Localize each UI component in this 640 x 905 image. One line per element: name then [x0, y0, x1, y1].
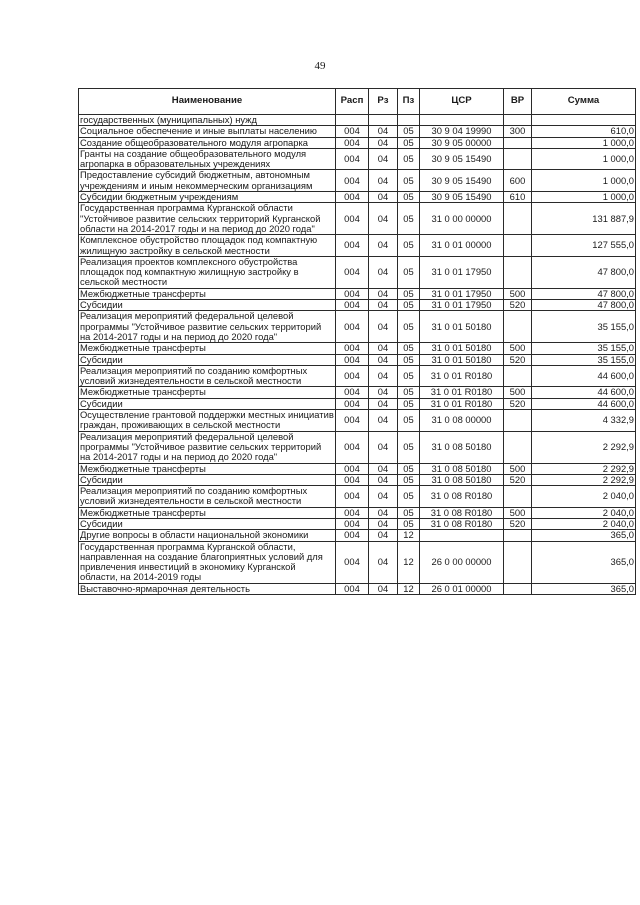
cell-sum: 35 155,0	[532, 343, 636, 354]
cell-vr: 600	[504, 170, 532, 192]
cell-rz: 04	[369, 311, 398, 343]
cell-rasp: 004	[336, 410, 369, 432]
cell-vr	[504, 235, 532, 257]
cell-vr: 520	[504, 300, 532, 311]
cell-rasp: 004	[336, 541, 369, 583]
cell-rasp: 004	[336, 203, 369, 235]
cell-rasp: 004	[336, 387, 369, 398]
cell-sum: 127 555,0	[532, 235, 636, 257]
cell-sum: 2 292,9	[532, 474, 636, 485]
cell-rz: 04	[369, 507, 398, 518]
cell-vr	[504, 486, 532, 508]
table-row	[79, 115, 636, 126]
cell-sum: 610,0	[532, 126, 636, 137]
cell-csr: 30 9 05 15490	[420, 170, 504, 192]
cell-vr	[504, 256, 532, 288]
cell-sum: 47 800,0	[532, 288, 636, 299]
cell-csr: 30 9 05 15490	[420, 192, 504, 203]
cell-vr	[504, 137, 532, 148]
table-row	[79, 541, 636, 583]
cell-rz: 04	[369, 343, 398, 354]
cell-vr: 500	[504, 463, 532, 474]
table-row	[79, 398, 636, 409]
cell-csr: 31 0 01 R0180	[420, 398, 504, 409]
cell-csr: 26 0 00 00000	[420, 541, 504, 583]
table-row	[79, 170, 636, 192]
cell-vr: 500	[504, 387, 532, 398]
cell-csr: 31 0 01 50180	[420, 311, 504, 343]
cell-rz: 04	[369, 410, 398, 432]
cell-csr: 31 0 08 R0180	[420, 486, 504, 508]
table-row	[79, 387, 636, 398]
table-header-row	[79, 89, 636, 115]
cell-rz: 04	[369, 398, 398, 409]
table-row	[79, 474, 636, 485]
cell-rasp: 004	[336, 126, 369, 137]
cell-rz: 04	[369, 235, 398, 257]
cell-sum: 2 292,9	[532, 431, 636, 463]
cell-name: Предоставление субсидий бюджетным, автономным учреждениям и иным некоммерческим организациям	[79, 170, 336, 192]
cell-sum: 44 600,0	[532, 365, 636, 387]
cell-pz: 05	[398, 518, 420, 529]
cell-sum: 2 040,0	[532, 486, 636, 508]
cell-rz: 04	[369, 431, 398, 463]
cell-rz: 04	[369, 530, 398, 541]
cell-pz: 12	[398, 541, 420, 583]
cell-pz: 05	[398, 410, 420, 432]
cell-vr: 610	[504, 192, 532, 203]
table-row	[79, 300, 636, 311]
cell-sum: 365,0	[532, 530, 636, 541]
cell-name: Субсидии	[79, 354, 336, 365]
column-header-sum: Сумма	[532, 89, 636, 115]
cell-vr	[504, 311, 532, 343]
cell-rz: 04	[369, 463, 398, 474]
cell-rasp: 004	[336, 365, 369, 387]
table-row	[79, 507, 636, 518]
cell-rz: 04	[369, 288, 398, 299]
cell-pz: 05	[398, 387, 420, 398]
cell-name: Субсидии	[79, 300, 336, 311]
cell-vr	[504, 431, 532, 463]
cell-rz: 04	[369, 541, 398, 583]
cell-vr: 520	[504, 474, 532, 485]
cell-pz: 05	[398, 463, 420, 474]
table-row	[79, 203, 636, 235]
cell-pz: 05	[398, 507, 420, 518]
cell-csr: 31 0 08 50180	[420, 474, 504, 485]
cell-rz	[369, 115, 398, 126]
cell-sum: 47 800,0	[532, 300, 636, 311]
cell-csr: 31 0 01 00000	[420, 235, 504, 257]
column-header-vr: ВР	[504, 89, 532, 115]
cell-rasp: 004	[336, 288, 369, 299]
cell-name: Выставочно-ярмарочная деятельность	[79, 583, 336, 594]
cell-sum: 365,0	[532, 541, 636, 583]
cell-rasp: 004	[336, 170, 369, 192]
table-row	[79, 530, 636, 541]
cell-name: Государственная программа Курганской области "Устойчивое развитие сельских территорий Курганской области на 2014-2017 годы и на период до 2020 года"	[79, 203, 336, 235]
cell-rasp: 004	[336, 398, 369, 409]
cell-rz: 04	[369, 518, 398, 529]
cell-rasp: 004	[336, 507, 369, 518]
cell-csr: 31 0 08 50180	[420, 463, 504, 474]
table-row	[79, 192, 636, 203]
table-row	[79, 311, 636, 343]
table-row	[79, 137, 636, 148]
cell-csr: 31 0 00 00000	[420, 203, 504, 235]
cell-csr: 31 0 01 17950	[420, 300, 504, 311]
cell-rasp	[336, 115, 369, 126]
cell-sum: 47 800,0	[532, 256, 636, 288]
table-row	[79, 354, 636, 365]
cell-vr: 520	[504, 354, 532, 365]
table-row	[79, 288, 636, 299]
cell-name: Реализация мероприятий по созданию комфортных условий жизнедеятельности в сельской местности	[79, 365, 336, 387]
cell-rasp: 004	[336, 518, 369, 529]
cell-name: Межбюджетные трансферты	[79, 288, 336, 299]
cell-name: Субсидии	[79, 398, 336, 409]
cell-sum	[532, 115, 636, 126]
cell-rz: 04	[369, 256, 398, 288]
table-row	[79, 343, 636, 354]
cell-rz: 04	[369, 583, 398, 594]
cell-csr: 31 0 08 00000	[420, 410, 504, 432]
cell-csr	[420, 115, 504, 126]
cell-rasp: 004	[336, 583, 369, 594]
cell-rasp: 004	[336, 530, 369, 541]
cell-name: Государственная программа Курганской области, направленная на создание благоприятных условий для привлечения инвестиций в экономику Курганской области, на 2014-2019 годы	[79, 541, 336, 583]
cell-vr	[504, 365, 532, 387]
cell-csr: 31 0 01 50180	[420, 354, 504, 365]
cell-csr: 30 9 04 19990	[420, 126, 504, 137]
cell-pz: 05	[398, 474, 420, 485]
cell-sum: 1 000,0	[532, 170, 636, 192]
cell-vr	[504, 410, 532, 432]
cell-name: Комплексное обустройство площадок под компактную жилищную застройку в сельской местности	[79, 235, 336, 257]
cell-pz: 05	[398, 148, 420, 170]
column-header-pz: Пз	[398, 89, 420, 115]
cell-pz: 05	[398, 288, 420, 299]
cell-pz: 05	[398, 300, 420, 311]
cell-rasp: 004	[336, 192, 369, 203]
cell-sum: 44 600,0	[532, 398, 636, 409]
table-row	[79, 486, 636, 508]
budget-table	[78, 88, 636, 595]
cell-sum: 365,0	[532, 583, 636, 594]
cell-name: Субсидии бюджетным учреждениям	[79, 192, 336, 203]
cell-vr: 300	[504, 126, 532, 137]
cell-vr	[504, 203, 532, 235]
cell-sum: 1 000,0	[532, 148, 636, 170]
cell-rz: 04	[369, 474, 398, 485]
cell-rasp: 004	[336, 148, 369, 170]
table-row	[79, 463, 636, 474]
table-row	[79, 365, 636, 387]
cell-name: Реализация мероприятий федеральной целевой программы "Устойчивое развитие сельских территорий на 2014-2017 годы и на период до 2020 года"	[79, 311, 336, 343]
cell-name: Субсидии	[79, 518, 336, 529]
cell-pz: 05	[398, 486, 420, 508]
cell-pz: 05	[398, 354, 420, 365]
column-header-name: Наименование	[79, 89, 336, 115]
cell-csr: 31 0 01 R0180	[420, 365, 504, 387]
cell-name: Межбюджетные трансферты	[79, 463, 336, 474]
cell-pz: 12	[398, 530, 420, 541]
cell-name: Межбюджетные трансферты	[79, 507, 336, 518]
cell-name: Субсидии	[79, 474, 336, 485]
cell-pz: 05	[398, 365, 420, 387]
cell-name: Гранты на создание общеобразовательного модуля агропарка в образовательных учреждениях	[79, 148, 336, 170]
cell-name: Межбюджетные трансферты	[79, 387, 336, 398]
cell-csr: 31 0 01 17950	[420, 288, 504, 299]
cell-rz: 04	[369, 203, 398, 235]
cell-rasp: 004	[336, 474, 369, 485]
cell-vr	[504, 148, 532, 170]
cell-pz: 05	[398, 398, 420, 409]
cell-pz: 12	[398, 583, 420, 594]
cell-rasp: 004	[336, 235, 369, 257]
cell-vr: 520	[504, 518, 532, 529]
cell-sum: 1 000,0	[532, 137, 636, 148]
cell-sum: 2 040,0	[532, 518, 636, 529]
cell-sum: 1 000,0	[532, 192, 636, 203]
cell-vr	[504, 115, 532, 126]
cell-pz: 05	[398, 431, 420, 463]
cell-rasp: 004	[336, 300, 369, 311]
table-row	[79, 126, 636, 137]
cell-pz: 05	[398, 311, 420, 343]
cell-rz: 04	[369, 192, 398, 203]
cell-rz: 04	[369, 170, 398, 192]
cell-vr: 500	[504, 343, 532, 354]
cell-name: Создание общеобразовательного модуля агропарка	[79, 137, 336, 148]
cell-vr	[504, 541, 532, 583]
cell-name: Реализация проектов комплексного обустройства площадок под компактную жилищную застройку в сельской местности	[79, 256, 336, 288]
cell-sum: 2 040,0	[532, 507, 636, 518]
table-row	[79, 148, 636, 170]
table-row	[79, 518, 636, 529]
cell-rz: 04	[369, 126, 398, 137]
cell-vr	[504, 530, 532, 541]
cell-rasp: 004	[336, 137, 369, 148]
cell-rz: 04	[369, 486, 398, 508]
cell-sum: 4 332,9	[532, 410, 636, 432]
cell-rz: 04	[369, 148, 398, 170]
cell-pz: 05	[398, 343, 420, 354]
cell-name: Другие вопросы в области национальной экономики	[79, 530, 336, 541]
cell-rasp: 004	[336, 463, 369, 474]
column-header-rz: Рз	[369, 89, 398, 115]
table-row	[79, 431, 636, 463]
cell-pz: 05	[398, 192, 420, 203]
cell-vr: 500	[504, 288, 532, 299]
cell-vr	[504, 583, 532, 594]
cell-pz: 05	[398, 126, 420, 137]
column-header-rasp: Расп	[336, 89, 369, 115]
cell-rasp: 004	[336, 256, 369, 288]
cell-csr: 31 0 08 50180	[420, 431, 504, 463]
cell-rz: 04	[369, 387, 398, 398]
cell-name: государственных (муниципальных) нужд	[79, 115, 336, 126]
cell-sum: 35 155,0	[532, 354, 636, 365]
cell-rz: 04	[369, 137, 398, 148]
cell-pz	[398, 115, 420, 126]
cell-rasp: 004	[336, 431, 369, 463]
cell-sum: 131 887,9	[532, 203, 636, 235]
cell-csr	[420, 530, 504, 541]
cell-csr: 31 0 01 50180	[420, 343, 504, 354]
cell-name: Социальное обеспечение и иные выплаты населению	[79, 126, 336, 137]
cell-csr: 31 0 01 17950	[420, 256, 504, 288]
table-row	[79, 410, 636, 432]
cell-vr: 500	[504, 507, 532, 518]
cell-sum: 35 155,0	[532, 311, 636, 343]
cell-name: Реализация мероприятий федеральной целевой программы "Устойчивое развитие сельских территорий на 2014-2017 годы и на период до 2020 года"	[79, 431, 336, 463]
cell-rz: 04	[369, 300, 398, 311]
cell-sum: 44 600,0	[532, 387, 636, 398]
cell-name: Осуществление грантовой поддержки местных инициатив граждан, проживающих в сельской местности	[80, 409, 334, 431]
table-body	[79, 115, 636, 595]
cell-csr: 31 0 08 R0180	[420, 507, 504, 518]
cell-csr: 31 0 01 R0180	[420, 387, 504, 398]
cell-rasp: 004	[336, 354, 369, 365]
cell-name: Межбюджетные трансферты	[79, 343, 336, 354]
cell-csr: 31 0 08 R0180	[420, 518, 504, 529]
page-number: 49	[314, 60, 326, 72]
cell-csr: 30 9 05 00000	[420, 137, 504, 148]
cell-rasp: 004	[336, 486, 369, 508]
cell-rasp: 004	[336, 343, 369, 354]
cell-sum: 2 292,9	[532, 463, 636, 474]
cell-pz: 05	[398, 170, 420, 192]
cell-rz: 04	[369, 354, 398, 365]
cell-pz: 05	[398, 256, 420, 288]
cell-name: Реализация мероприятий по созданию комфортных условий жизнедеятельности в сельской местности	[79, 486, 336, 508]
table-row	[79, 583, 636, 594]
table-row	[79, 256, 636, 288]
cell-pz: 05	[398, 137, 420, 148]
cell-pz: 05	[398, 203, 420, 235]
cell-pz: 05	[398, 235, 420, 257]
cell-rasp: 004	[336, 311, 369, 343]
cell-rz: 04	[369, 365, 398, 387]
cell-csr: 26 0 01 00000	[420, 583, 504, 594]
cell-vr: 520	[504, 398, 532, 409]
cell-csr: 30 9 05 15490	[420, 148, 504, 170]
table-row	[79, 235, 636, 257]
column-header-csr: ЦСР	[420, 89, 504, 115]
